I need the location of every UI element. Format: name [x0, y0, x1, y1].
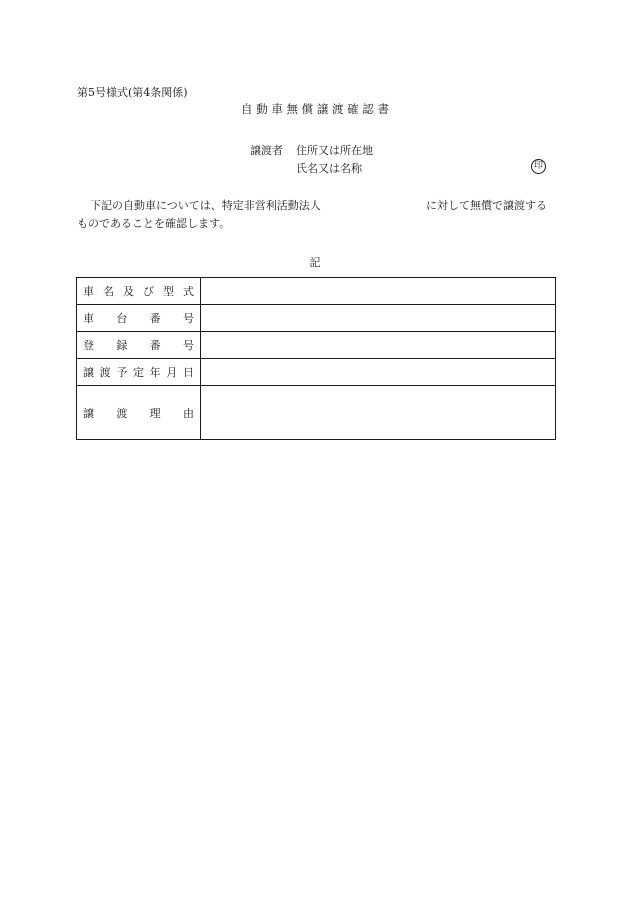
row-label: [77, 359, 201, 386]
row-label: [77, 332, 201, 359]
value-chassis-number[interactable]: [201, 305, 556, 332]
table-row-vehicle-name-model: [77, 278, 556, 305]
row-label: [77, 305, 201, 332]
label-registration-number: 登 録 番 号: [83, 339, 194, 352]
body-text-line1-end: に対して無償で譲渡する: [426, 199, 547, 212]
value-transfer-reason[interactable]: [201, 386, 556, 440]
address-label: 住所又は所在地: [296, 144, 373, 157]
label-transfer-reason: 譲 渡 理 由: [83, 406, 194, 420]
value-vehicle-name-model[interactable]: [201, 278, 556, 305]
document-title: 自 動 車 無 償 譲 渡 確 認 書: [241, 102, 389, 116]
label-transfer-date: 譲 渡 予 定 年 月 日: [83, 366, 194, 379]
label-vehicle-name-model: 車 名 及 び 型 式: [83, 285, 194, 298]
row-label: [77, 386, 201, 440]
label-chassis-number: 車 台 番 号: [83, 312, 194, 325]
vehicle-details-table: [76, 277, 556, 440]
table-row-registration-number: [77, 332, 556, 359]
name-label: 氏名又は名称: [296, 162, 362, 175]
form-number: 第5号様式(第4条関係): [77, 86, 188, 99]
table-row-transfer-date: [77, 359, 556, 386]
ki-heading: 記: [309, 256, 321, 269]
row-label: [77, 278, 201, 305]
table-row-transfer-reason: [77, 386, 556, 440]
transferor-label: 譲渡者: [250, 144, 283, 157]
body-text-line2: ものであることを確認します。: [77, 217, 231, 230]
seal-mark: 印: [531, 159, 546, 174]
table-row-chassis-number: [77, 305, 556, 332]
value-transfer-date[interactable]: [201, 359, 556, 386]
body-text-line1-start: 下記の自動車については、特定非営利活動法人: [90, 199, 321, 212]
value-registration-number[interactable]: [201, 332, 556, 359]
